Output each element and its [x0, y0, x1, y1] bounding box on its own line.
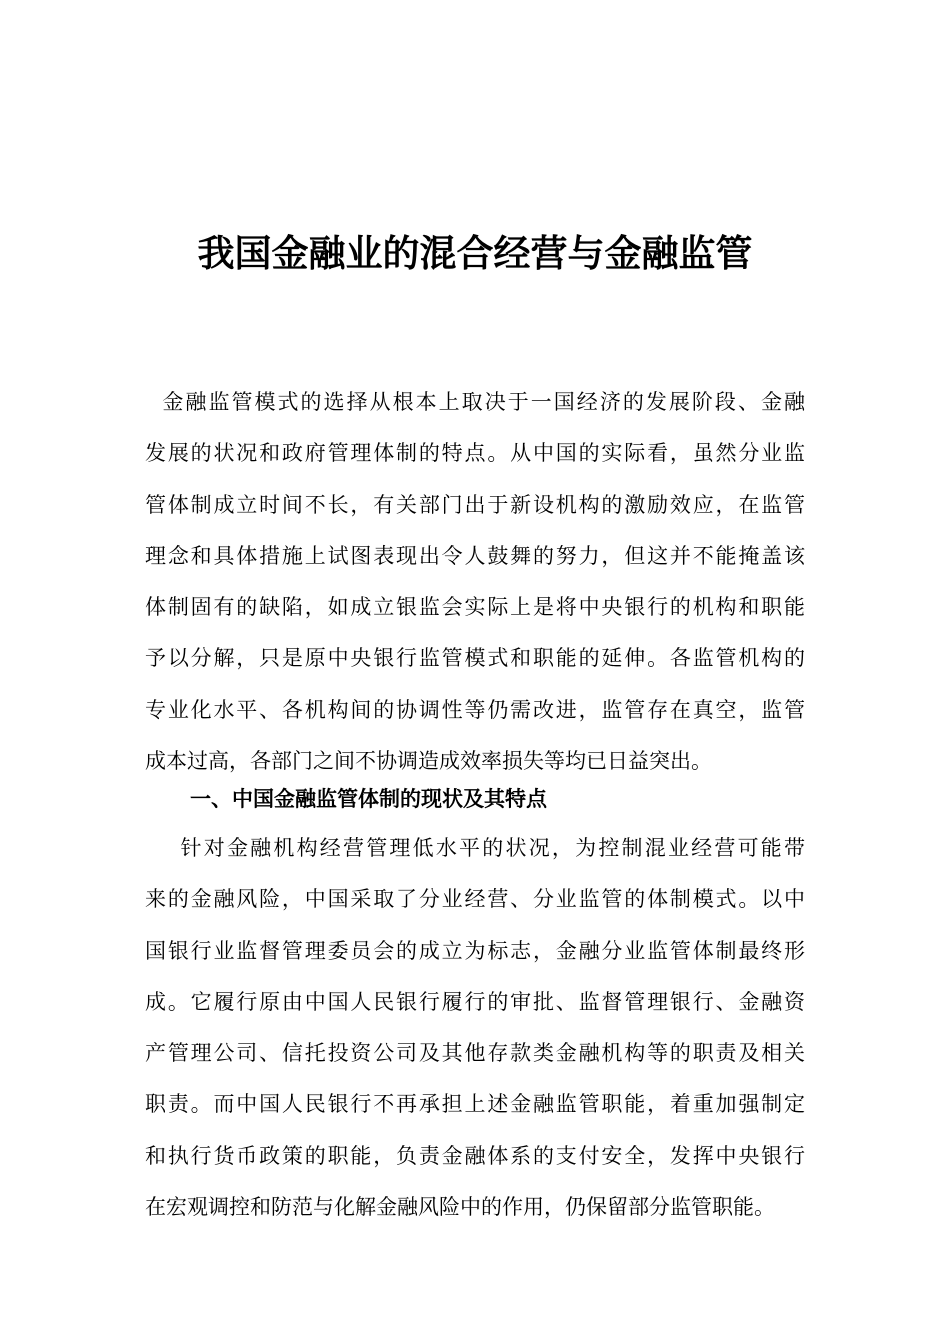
paragraph-line: 体制固有的缺陷，如成立银监会实际上是将中央银行的机构和职能 — [145, 595, 805, 620]
paragraph-line: 专业化水平、各机构间的协调性等仍需改进，监管存在真空，监管 — [145, 697, 805, 722]
paragraph-line: 成。它履行原由中国人民银行履行的审批、监督管理银行、金融资 — [145, 989, 805, 1014]
document-title: 我国金融业的混合经营与金融监管 — [197, 231, 753, 275]
paragraph-line: 理念和具体措施上试图表现出令人鼓舞的努力，但这并不能掩盖该 — [145, 543, 805, 568]
paragraph-line: 来的金融风险，中国采取了分业经营、分业监管的体制模式。以中 — [145, 887, 805, 912]
paragraph-line: 职责。而中国人民银行不再承担上述金融监管职能，着重加强制定 — [145, 1092, 805, 1117]
paragraph-intro — [145, 377, 805, 787]
paragraph-line: 管体制成立时间不长，有关部门出于新设机构的激励效应，在监管 — [145, 492, 805, 517]
paragraph-line: 予以分解，只是原中央银行监管模式和职能的延伸。各监管机构的 — [145, 646, 805, 671]
paragraph-line: 发展的状况和政府管理体制的特点。从中国的实际看，虽然分业监 — [145, 441, 805, 466]
paragraph-line: 成本过高，各部门之间不协调造成效率损失等均已日益突出。 — [145, 749, 712, 774]
paragraph-line: 国银行业监督管理委员会的成立为标志，金融分业监管体制最终形 — [145, 938, 805, 963]
paragraph-line: 针对金融机构经营管理低水平的状况，为控制混业经营可能带 — [145, 836, 805, 860]
paragraph-line: 金融监管模式的选择从根本上取决于一国经济的发展阶段、金融 — [145, 390, 805, 414]
paragraph-line: 产管理公司、信托投资公司及其他存款类金融机构等的职责及相关 — [145, 1041, 805, 1066]
paragraph-section1 — [145, 823, 805, 1233]
paragraph-line: 和执行货币政策的职能，负责金融体系的支付安全，发挥中央银行 — [145, 1143, 805, 1168]
section-heading: 一、中国金融监管体制的现状及其特点 — [190, 787, 547, 811]
paragraph-line: 在宏观调控和防范与化解金融风险中的作用，仍保留部分监管职能。 — [145, 1195, 775, 1220]
